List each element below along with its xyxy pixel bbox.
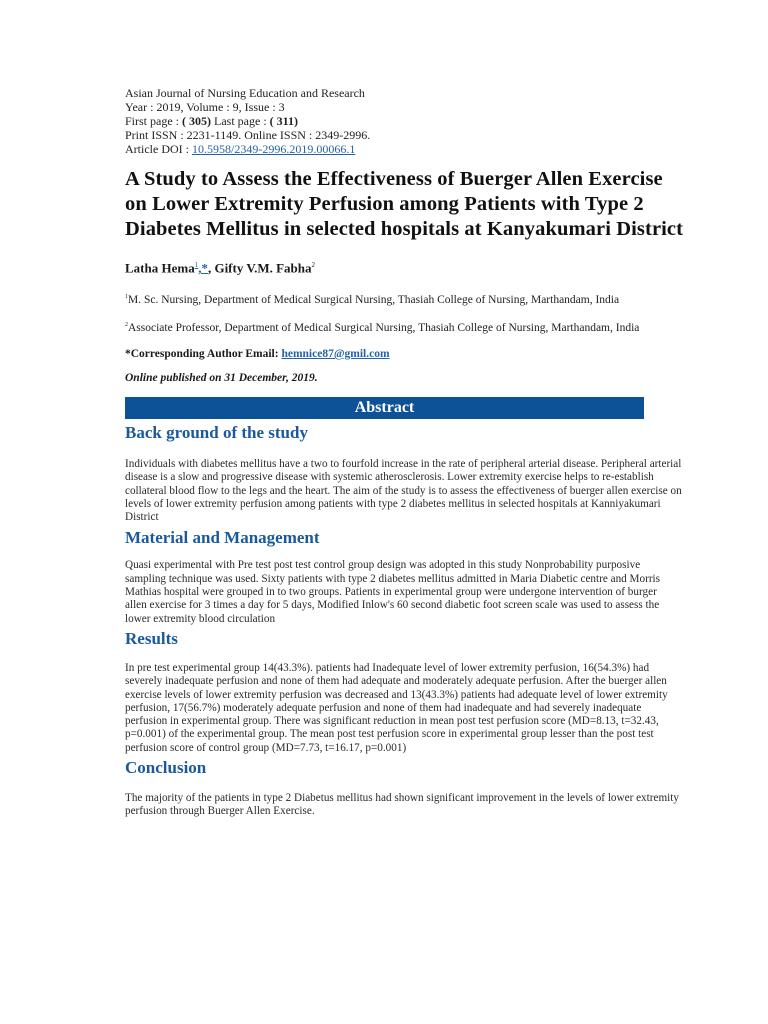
results-text: In pre test experimental group 14(43.3%). patients had Inadequate level of lower extremity perfusion, 16(54.3%) had severely inadequate perfusion and none of them had adequate and moderately adequate perfusion. After the buerger allen exercise levels of lower extremity perfusion was decreased and 13(43.3%) patients had adequate level of lower extremity perfusion, 17(56.7%) moderately adequate perfusion and none of them had inadequate and had severely inadequate perfusion in experimental group. There was significant reduction in mean post test perfusion score (MD=8.13, t=32.43, p=0.001) of the experimental group. The mean post test perfusion score in experimental group lesser than the post test perfusion score of control group (MD=7.73, t=16.17, p=0.001) [125, 661, 668, 754]
page-range [125, 114, 685, 128]
author-1-affil-link[interactable]: 1 [194, 261, 199, 269]
methods-text: Quasi experimental with Pre test post test control group design was adopted in this study Nonprobability purposive sampling technique was used. Sixty patients with type 2 diabetes mellitus admitted in Maria Diabetic centre and Morris Mathias hospital were grouped in to two groups. Patients in experimental group were undergone intervention of burger allen exercise for 3 times a day for 5 days, Modified Inlow's 60 second diabetic foot screen scale was used to assess the lower extremity blood circulation [125, 559, 661, 625]
corresponding-author [125, 348, 685, 360]
author-2: Gifty V.M. Fabha [214, 260, 312, 276]
last-page-label: Last page : [211, 114, 270, 128]
first-page-label: First page : [125, 114, 182, 128]
author-1: Latha Hema [125, 260, 195, 276]
last-page-value: ( 311) [269, 114, 298, 128]
journal-meta [125, 86, 685, 156]
methods-heading: Material and Management [125, 528, 320, 548]
affiliation-2 [125, 318, 685, 336]
background-heading: Back ground of the study [125, 422, 308, 442]
corresponding-email-link[interactable]: hemnice87@gmil.com [281, 347, 390, 360]
journal-name: Asian Journal of Nursing Education and Research [125, 86, 365, 100]
doi-link[interactable]: 10.5958/2349-2996.2019.00066.1 [191, 142, 356, 156]
issn-line: Print ISSN : 2231-1149. Online ISSN : 2349-2996. [125, 128, 371, 142]
article-content [125, 86, 685, 819]
affiliation-1 [125, 290, 685, 308]
corresponding-label: *Corresponding Author Email: [125, 347, 282, 360]
affiliation-2-marker: 2 [125, 322, 128, 329]
author-list [125, 257, 685, 276]
doi-label: Article DOI : [125, 142, 192, 156]
article-title: A Study to Assess the Effectiveness of Buerger Allen Exercise on Lower Extremity Perfusion among Patients with Type 2 Diabetes Mellitus in selected hospitals at Kanyakumari District [125, 168, 684, 240]
affiliation-1-marker: 1 [125, 294, 128, 301]
author-1-corresponding-link[interactable]: ,* [198, 260, 208, 276]
abstract-header-bar: Abstract [125, 397, 644, 419]
author-2-affil-marker: 2 [311, 261, 315, 269]
background-text: Individuals with diabetes mellitus have a two to fourfold increase in the rate of peripheral arterial disease. Peripheral arterial disease is a slow and progressive disease with systemic atherosclerosis. Lower extremity exercise helps to re-establish collateral blood flow to the legs and the heart. The aim of the study is to assess the effectiveness of buerger allen exercise on levels of lower extremity perfusion among patients with type 2 diabetes mellitus in selected hospitals at Kanniyakumari District [125, 457, 682, 524]
results-heading: Results [125, 628, 178, 648]
year-volume-issue: Year : 2019, Volume : 9, Issue : 3 [125, 100, 285, 114]
online-published-date: Online published on 31 December, 2019. [125, 371, 318, 384]
doi-line [125, 142, 685, 156]
affiliation-1-text: M. Sc. Nursing, Department of Medical Surgical Nursing, Thasiah College of Nursing, Marthandam, India [128, 294, 620, 307]
author-separator: , [207, 260, 215, 276]
first-page-value: ( 305) [182, 114, 211, 128]
conclusion-heading: Conclusion [125, 758, 207, 778]
conclusion-text: The majority of the patients in type 2 Diabetus mellitus had shown significant improvement in the levels of lower extremity perfusion through Buerger Allen Exercise. [125, 792, 679, 818]
affiliation-2-text: Associate Professor, Department of Medical Surgical Nursing, Thasiah College of Nursing, Marthandam, India [128, 321, 640, 334]
